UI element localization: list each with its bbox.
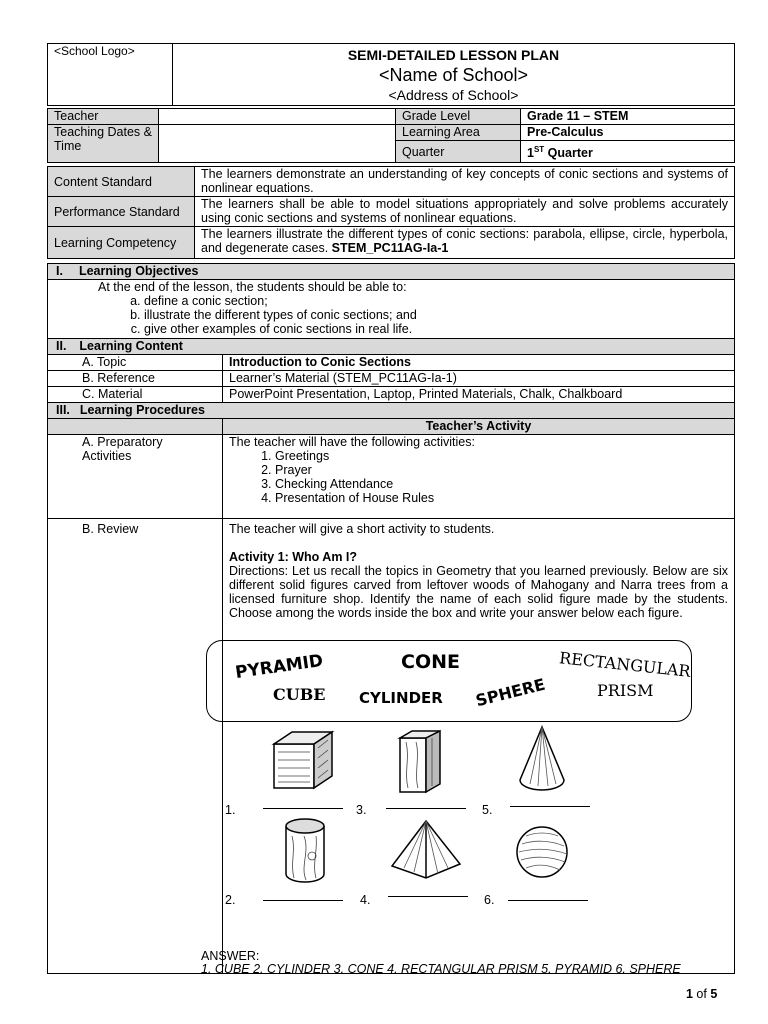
topic-value: Introduction to Conic Sections: [223, 355, 735, 371]
review-intro: The teacher will give a short activity to students.: [229, 522, 495, 536]
word-rectangular: RECTANGULAR: [558, 648, 692, 681]
reference-value: Learner’s Material (STEM_PC11AG-Ia-1): [223, 371, 735, 387]
list-item: 1. Greetings: [275, 449, 728, 463]
list-item: 2. Prayer: [275, 463, 728, 477]
objectives-intro: At the end of the lesson, the students should be able to:: [98, 280, 407, 294]
teacher-value: [159, 109, 396, 125]
sphere-figure: [514, 822, 570, 882]
figure-number-4: 4.: [360, 893, 371, 907]
figure-number-6: 6.: [484, 893, 495, 907]
reference-label: B. Reference: [48, 371, 223, 387]
pyramid-figure: [388, 818, 464, 882]
word-pyramid: PYRAMID: [234, 650, 325, 684]
teacher-label: Teacher: [48, 109, 159, 125]
word-sphere: SPHERE: [473, 674, 548, 711]
list-item: 4. Presentation of House Rules: [275, 491, 728, 505]
preparatory-intro: The teacher will have the following activities:: [229, 435, 475, 449]
list-item: a. define a conic section;: [144, 294, 728, 308]
objectives-list: [98, 294, 728, 336]
list-item: 3. Checking Attendance: [275, 477, 728, 491]
word-cylinder: CYLINDER: [359, 689, 443, 707]
performance-standard-label: Performance Standard: [48, 197, 195, 227]
preparatory-label: A. Preparatory Activities: [48, 435, 223, 519]
preparatory-list: [229, 449, 728, 505]
answer-blank-6[interactable]: [508, 900, 588, 901]
teachers-activity-header: Teacher’s Activity: [223, 419, 735, 435]
cone-figure: [516, 724, 568, 794]
topic-label: A. Topic: [48, 355, 223, 371]
header-block: [173, 44, 735, 106]
list-item: b. illustrate the different types of conic sections; and: [144, 308, 728, 322]
grade-value: Grade 11 – STEM: [521, 109, 735, 125]
info-table: [47, 108, 735, 163]
answer-blank-1[interactable]: [263, 808, 343, 809]
objectives-body: [48, 280, 735, 339]
quarter-value: 1ST Quarter: [521, 141, 735, 163]
list-item: c. give other examples of conic sections in real life.: [144, 322, 728, 336]
section-procedures-header: III. Learning Procedures: [48, 403, 735, 419]
word-prism: PRISM: [597, 681, 654, 700]
page-number: 1 of 5: [686, 987, 718, 1001]
material-label: C. Material: [48, 387, 223, 403]
preparatory-body: [223, 435, 735, 519]
answer-text: 1. CUBE 2. CYLINDER 3. CONE 4. RECTANGULAR PRISM 5. PYRAMID 6. SPHERE: [201, 962, 681, 976]
figure-number-5: 5.: [482, 803, 493, 817]
answer-blank-3[interactable]: [386, 808, 466, 809]
learning-competency-text: The learners illustrate the different types of conic sections: parabola, ellipse, circle, hyperbola, and degenerate cases. STEM_PC11AG-Ia-1: [195, 227, 735, 259]
school-name: <Name of School>: [378, 65, 529, 85]
section-objectives-header: I. Learning Objectives: [48, 264, 735, 280]
word-cube: CUBE: [273, 685, 326, 704]
cube-figure: [270, 728, 336, 792]
answer-blank-5[interactable]: [510, 806, 590, 807]
section-content-header: II. Learning Content: [48, 339, 735, 355]
answer-blank-2[interactable]: [263, 900, 343, 901]
figure-number-2: 2.: [225, 893, 236, 907]
rectangular-prism-figure: [396, 728, 446, 796]
area-label: Learning Area: [396, 125, 521, 141]
standards-table: [47, 166, 735, 259]
content-standard-label: Content Standard: [48, 167, 195, 197]
page-title: SEMI-DETAILED LESSON PLAN: [347, 47, 560, 63]
area-value: Pre-Calculus: [521, 125, 735, 141]
answer-label: ANSWER:: [201, 949, 260, 963]
word-cone: CONE: [401, 651, 460, 673]
answer-blank-4[interactable]: [388, 896, 468, 897]
word-box: [206, 640, 692, 722]
activity-title: Activity 1: Who Am I?: [229, 550, 358, 564]
dates-value: [159, 125, 396, 163]
figure-number-1: 1.: [225, 803, 236, 817]
performance-standard-text: The learners shall be able to model situations appropriately and solve problems accurately using conic sections and systems of nonlinear equations.: [195, 197, 735, 227]
header-table: [47, 43, 735, 106]
quarter-label: Quarter: [396, 141, 521, 163]
cylinder-figure: [282, 816, 328, 886]
content-standard-text: The learners demonstrate an understanding of key concepts of conic sections and systems of nonlinear equations.: [195, 167, 735, 197]
review-label: B. Review: [48, 519, 223, 974]
grade-label: Grade Level: [396, 109, 521, 125]
learning-competency-label: Learning Competency: [48, 227, 195, 259]
school-address: <Address of School>: [388, 87, 519, 103]
school-logo-placeholder: <School Logo>: [48, 44, 173, 106]
dates-label: Teaching Dates & Time: [48, 125, 159, 163]
material-value: PowerPoint Presentation, Laptop, Printed Materials, Chalk, Chalkboard: [223, 387, 735, 403]
figure-number-3: 3.: [356, 803, 367, 817]
activity-directions: Directions: Let us recall the topics in Geometry that you learned previously. Below are six different solid figures carved from leftover woods of Mahogany and Narra trees from a licensed furniture shop. Identify the name of each solid figure made by the students. Choose among the words inside the box and write your answer below each figure.: [229, 564, 728, 620]
